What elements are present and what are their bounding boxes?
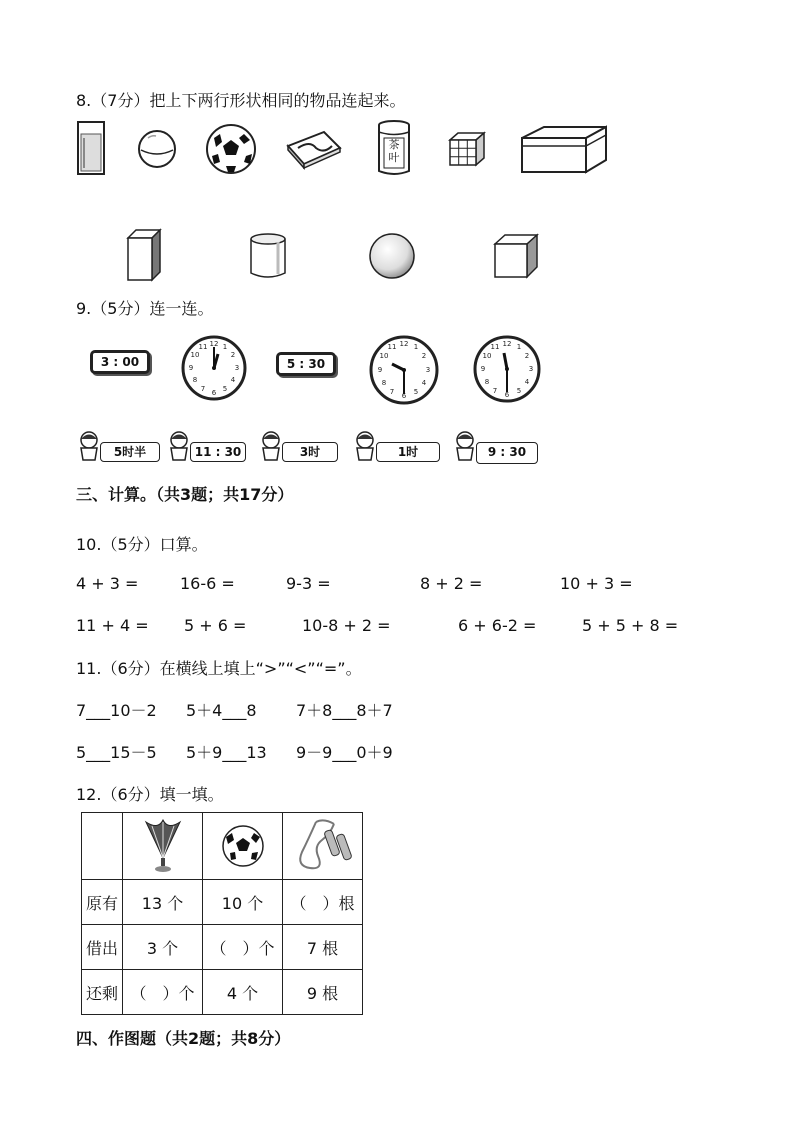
- glass-icon: [76, 120, 106, 176]
- svg-text:3: 3: [234, 364, 240, 372]
- q10-exercise: 9-3 =: [286, 574, 331, 593]
- girl-icon: [166, 430, 192, 462]
- svg-text:4: 4: [230, 376, 236, 384]
- table-cell: 7 根: [283, 925, 363, 970]
- table-corner-cell: [82, 813, 123, 880]
- girl-icon: [258, 430, 284, 462]
- svg-text:6: 6: [401, 392, 407, 400]
- time-card-5: 9 : 30: [476, 442, 538, 464]
- svg-text:10: 10: [190, 351, 200, 359]
- svg-text:10: 10: [379, 352, 389, 360]
- box-icon: [520, 124, 608, 176]
- table-header-cell: [123, 813, 203, 880]
- q10-exercise: 10 + 3 =: [560, 574, 633, 593]
- svg-text:1: 1: [222, 343, 228, 351]
- q12-table: [81, 812, 363, 1015]
- svg-text:8: 8: [192, 376, 198, 384]
- svg-text:7: 7: [492, 387, 498, 395]
- girl-icon: [352, 430, 378, 462]
- svg-text:7: 7: [389, 388, 395, 396]
- svg-text:8: 8: [381, 379, 387, 387]
- q11-exercise[interactable]: 7___10－2: [76, 701, 157, 720]
- svg-text:12: 12: [399, 340, 409, 348]
- svg-text:5: 5: [516, 387, 522, 395]
- girl-icon: [452, 430, 478, 462]
- row-label-lent: 借出: [82, 925, 123, 970]
- q10-exercise: 11 + 4 =: [76, 616, 149, 635]
- svg-text:2: 2: [421, 352, 427, 360]
- jump-rope-icon: [288, 816, 358, 876]
- eraser-icon: [284, 128, 344, 170]
- analog-clock-2-icon: [368, 334, 440, 406]
- svg-text:6: 6: [504, 391, 510, 399]
- q11-exercise[interactable]: 5＋4___8: [186, 701, 257, 720]
- cuboid-icon: [124, 228, 164, 282]
- q11-exercise[interactable]: 9－9___0＋9: [296, 743, 393, 762]
- cube-icon: [492, 232, 540, 280]
- table-header-cell: [203, 813, 283, 880]
- time-card-1: 5时半: [100, 442, 160, 462]
- soccer-ball-icon: [220, 823, 266, 869]
- row-label-remaining: 还剩: [82, 970, 123, 1015]
- svg-text:3: 3: [425, 366, 431, 374]
- ball-icon: [136, 128, 178, 170]
- svg-text:7: 7: [200, 385, 206, 393]
- q10-exercise: 6 + 6-2 =: [458, 616, 537, 635]
- q12-prompt: 12.（6分）填一填。: [76, 785, 224, 804]
- table-cell-blank[interactable]: （ ）个: [203, 925, 283, 970]
- tea-can-char-1: 茶: [388, 138, 400, 151]
- svg-text:1: 1: [413, 343, 419, 351]
- table-cell-blank[interactable]: （ ）根: [283, 880, 363, 925]
- table-header-cell: [283, 813, 363, 880]
- q10-exercise: 10-8 + 2 =: [302, 616, 391, 635]
- svg-text:4: 4: [421, 379, 427, 387]
- table-cell: 9 根: [283, 970, 363, 1015]
- analog-clock-1-icon: [180, 334, 248, 402]
- svg-text:9: 9: [188, 364, 194, 372]
- q10-exercise: 4 + 3 =: [76, 574, 139, 593]
- svg-text:4: 4: [524, 378, 530, 386]
- svg-text:11: 11: [490, 343, 500, 351]
- table-cell: 4 个: [203, 970, 283, 1015]
- svg-text:11: 11: [198, 343, 208, 351]
- tea-can-label: [384, 138, 404, 164]
- q8-prompt: 8.（7分）把上下两行形状相同的物品连起来。: [76, 91, 406, 110]
- section-3-title: 三、计算。（共3题；共17分）: [76, 485, 294, 504]
- table-cell: 13 个: [123, 880, 203, 925]
- q10-prompt: 10.（5分）口算。: [76, 535, 208, 554]
- cylinder-icon: [248, 232, 288, 280]
- shuttlecock-icon: [138, 816, 188, 876]
- svg-text:3: 3: [528, 365, 534, 373]
- girl-icon: [76, 430, 102, 462]
- svg-text:1: 1: [516, 343, 522, 351]
- table-cell-blank[interactable]: （ ）个: [123, 970, 203, 1015]
- svg-text:6: 6: [211, 389, 217, 397]
- q11-prompt: 11.（6分）在横线上填上“>”“<”“=”。: [76, 659, 362, 678]
- q10-exercise: 16-6 =: [180, 574, 235, 593]
- q10-exercise: 8 + 2 =: [420, 574, 483, 593]
- svg-text:9: 9: [377, 366, 383, 374]
- svg-text:10: 10: [482, 352, 492, 360]
- svg-text:11: 11: [387, 343, 397, 351]
- svg-text:12: 12: [502, 340, 512, 348]
- soccer-ball-icon: [204, 122, 258, 176]
- svg-text:9: 9: [480, 365, 486, 373]
- q11-exercise[interactable]: 7＋8___8＋7: [296, 701, 393, 720]
- svg-text:5: 5: [222, 385, 228, 393]
- section-4-title: 四、作图题（共2题；共8分）: [76, 1029, 291, 1048]
- q9-prompt: 9.（5分）连一连。: [76, 299, 214, 318]
- row-label-original: 原有: [82, 880, 123, 925]
- q10-exercise: 5 + 5 + 8 =: [582, 616, 679, 635]
- time-card-4: 1时: [376, 442, 440, 462]
- time-card-2: 11 : 30: [190, 442, 246, 462]
- svg-text:2: 2: [230, 351, 236, 359]
- svg-text:8: 8: [484, 378, 490, 386]
- table-cell: 10 个: [203, 880, 283, 925]
- rubik-cube-icon: [446, 130, 486, 168]
- table-cell: 3 个: [123, 925, 203, 970]
- sphere-icon: [368, 232, 416, 280]
- q11-exercise[interactable]: 5___15－5: [76, 743, 157, 762]
- svg-text:12: 12: [209, 340, 219, 348]
- analog-clock-3-icon: [472, 334, 542, 404]
- svg-text:5: 5: [413, 388, 419, 396]
- q10-exercise: 5 + 6 =: [184, 616, 247, 635]
- time-card-3: 3时: [282, 442, 338, 462]
- q11-exercise[interactable]: 5＋9___13: [186, 743, 267, 762]
- digital-clock-1: 3 : 00: [90, 350, 150, 374]
- tea-can-char-2: 叶: [388, 151, 400, 164]
- svg-text:2: 2: [524, 352, 530, 360]
- digital-clock-2: 5 : 30: [276, 352, 336, 376]
